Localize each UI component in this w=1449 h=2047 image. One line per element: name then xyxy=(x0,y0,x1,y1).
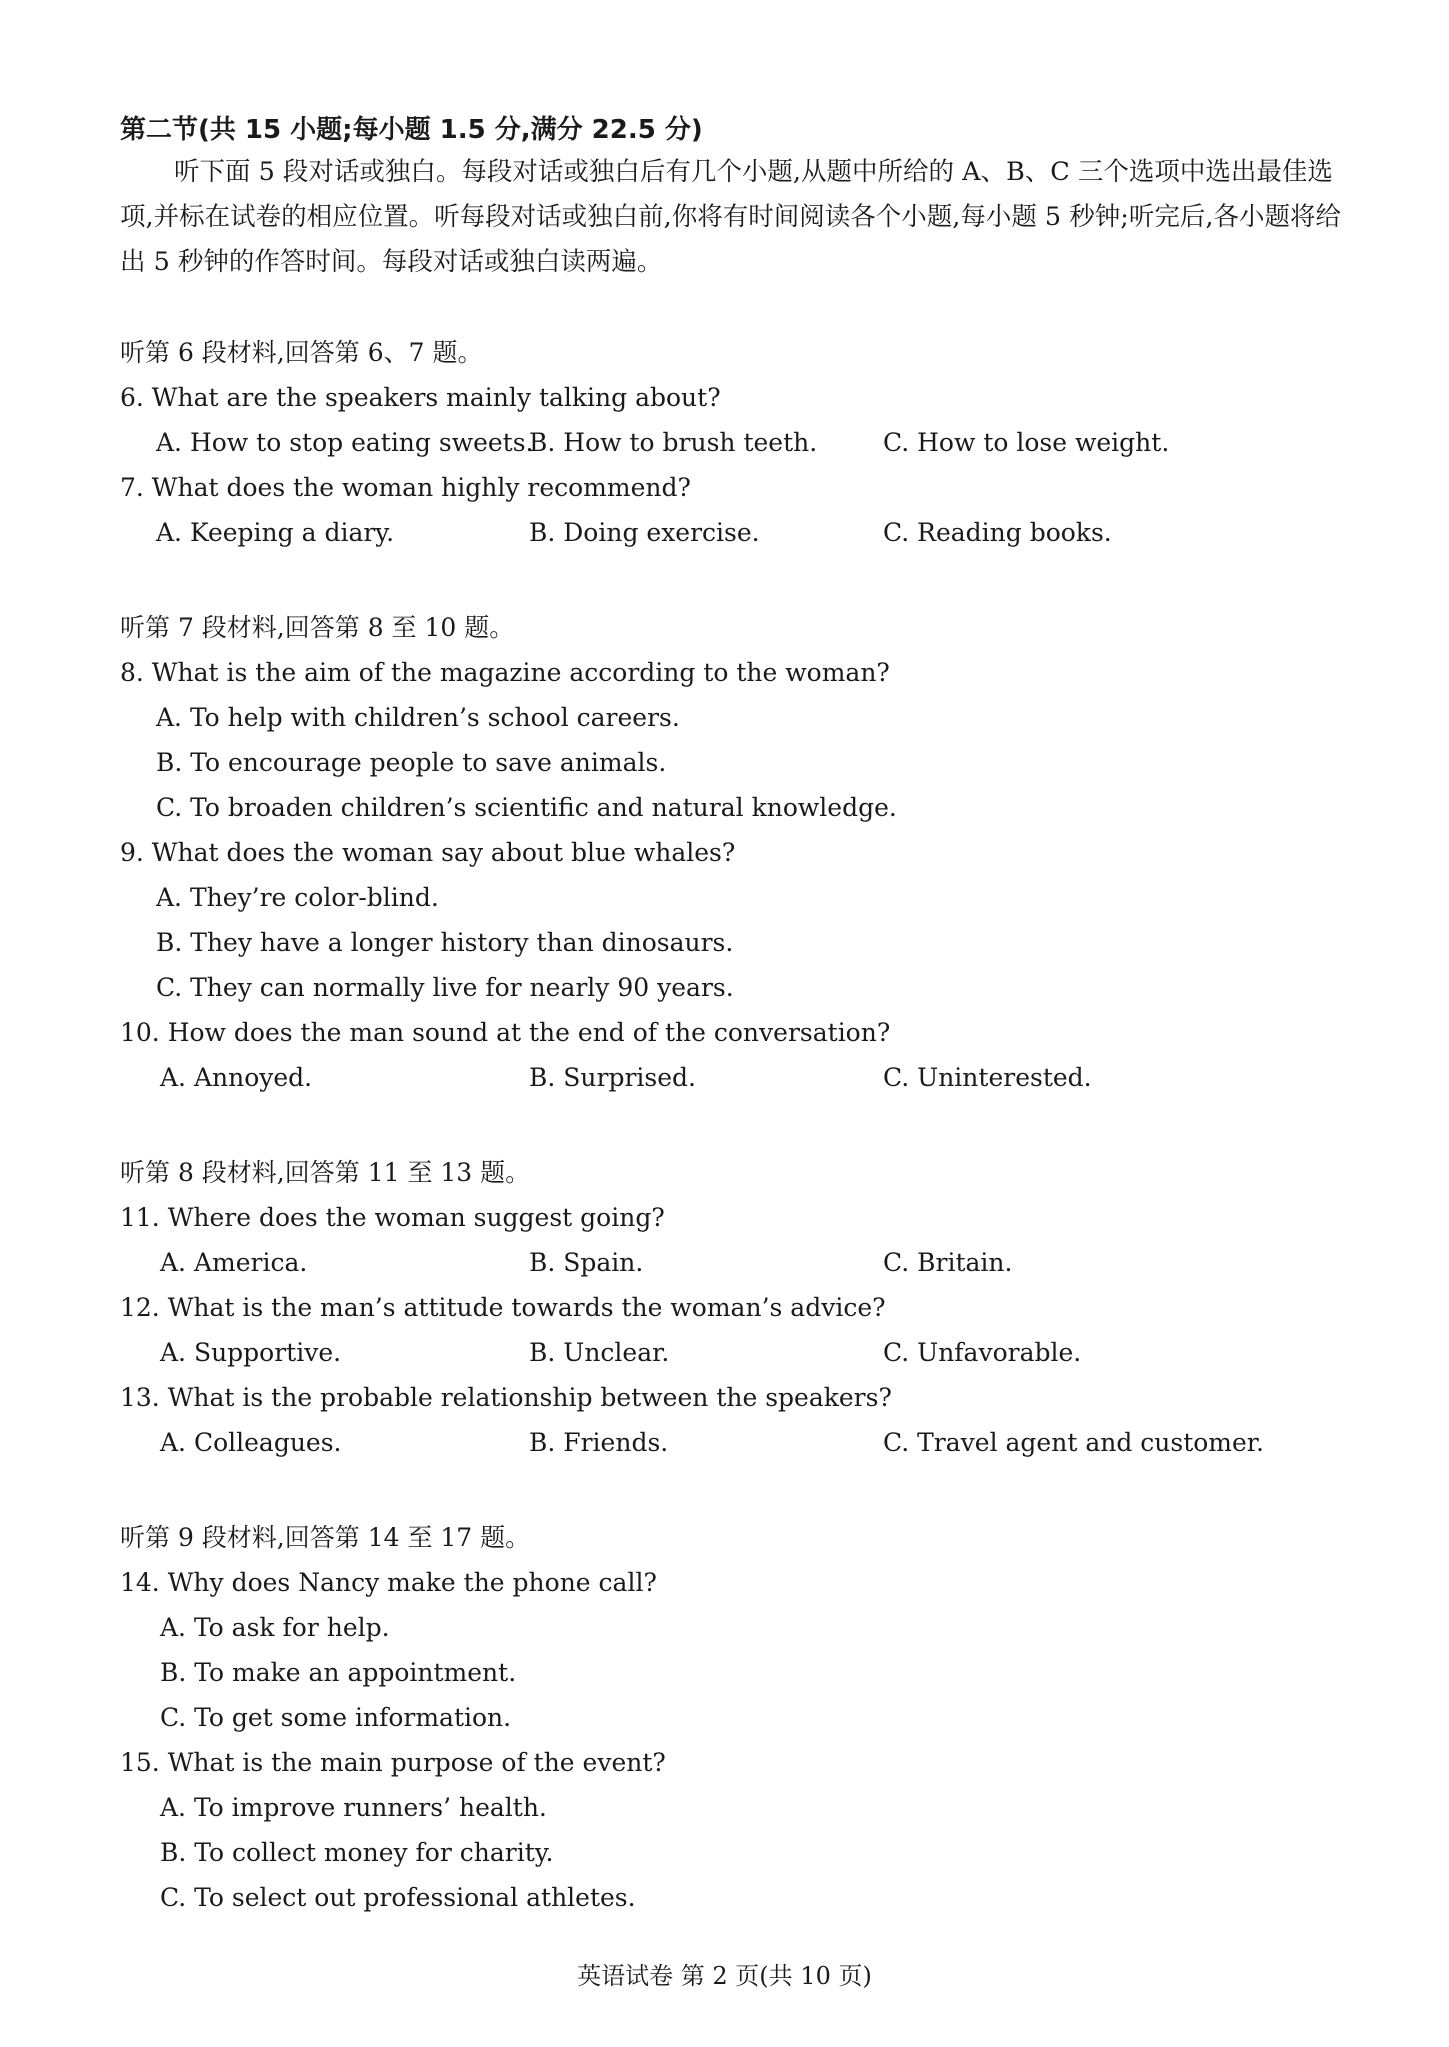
option-b: B. To encourage people to save animals. xyxy=(156,748,667,777)
section-heading: 第二节(共 15 小题;每小题 1.5 分,满分 22.5 分) xyxy=(120,115,703,145)
option-b: B. Spain. xyxy=(529,1248,644,1277)
question-stem: 6. What are the speakers mainly talking about? xyxy=(120,383,721,412)
option-a: A. Supportive. xyxy=(160,1338,342,1367)
option-c: C. Reading books. xyxy=(883,518,1112,547)
option-c: C. To broaden children’s scientific and natural knowledge. xyxy=(156,793,897,822)
question-stem: 10. How does the man sound at the end of the conversation? xyxy=(120,1018,891,1047)
option-c: C. They can normally live for nearly 90 years. xyxy=(156,973,734,1002)
option-a: A. They’re color-blind. xyxy=(156,883,439,912)
option-a: A. Colleagues. xyxy=(160,1428,342,1457)
option-c: C. Britain. xyxy=(883,1248,1013,1277)
option-a: A. How to stop eating sweets. xyxy=(156,428,534,457)
group-intro: 听第 6 段材料,回答第 6、7 题。 xyxy=(120,338,483,367)
question-stem: 13. What is the probable relationship between the speakers? xyxy=(120,1383,892,1412)
option-a: A. America. xyxy=(160,1248,308,1277)
option-b: B. They have a longer history than dinosaurs. xyxy=(156,928,734,957)
option-b: B. How to brush teeth. xyxy=(529,428,818,457)
question-stem: 9. What does the woman say about blue whales? xyxy=(120,838,736,867)
option-b: B. To collect money for charity. xyxy=(160,1838,554,1867)
option-b: B. Unclear. xyxy=(529,1338,670,1367)
option-c: C. Uninterested. xyxy=(883,1063,1092,1092)
question-stem: 12. What is the man’s attitude towards the woman’s advice? xyxy=(120,1293,886,1322)
option-c: C. To select out professional athletes. xyxy=(160,1883,636,1912)
option-c: C. How to lose weight. xyxy=(883,428,1170,457)
option-b: B. Friends. xyxy=(529,1428,669,1457)
page-footer: 英语试卷 第 2 页(共 10 页) xyxy=(577,1962,872,1990)
option-c: C. To get some information. xyxy=(160,1703,512,1732)
option-a: A. Keeping a diary. xyxy=(156,518,395,547)
option-c: C. Unfavorable. xyxy=(883,1338,1082,1367)
section-instructions: 听下面 5 段对话或独白。每段对话或独白后有几个小题,从题中所给的 A、B、C 三个选项中选出最佳选项,并标在试卷的相应位置。听每段对话或独白前,你将有时间阅读各个小题,每小题 5 秒钟;听完后,各小题将给出 5 秒钟的作答时间。每段对话或独白读两遍。 xyxy=(120,157,1341,277)
group-intro: 听第 7 段材料,回答第 8 至 10 题。 xyxy=(120,613,515,642)
option-a: A. To help with children’s school careers. xyxy=(156,703,680,732)
question-stem: 7. What does the woman highly recommend? xyxy=(120,473,691,502)
question-stem: 14. Why does Nancy make the phone call? xyxy=(120,1568,657,1597)
question-stem: 15. What is the main purpose of the event? xyxy=(120,1748,666,1777)
option-b: B. To make an appointment. xyxy=(160,1658,517,1687)
option-b: B. Surprised. xyxy=(529,1063,696,1092)
group-intro: 听第 9 段材料,回答第 14 至 17 题。 xyxy=(120,1523,531,1552)
option-a: A. To ask for help. xyxy=(160,1613,390,1642)
option-c: C. Travel agent and customer. xyxy=(883,1428,1264,1457)
option-b: B. Doing exercise. xyxy=(529,518,760,547)
option-a: A. Annoyed. xyxy=(160,1063,313,1092)
group-intro: 听第 8 段材料,回答第 11 至 13 题。 xyxy=(120,1158,531,1187)
option-a: A. To improve runners’ health. xyxy=(160,1793,547,1822)
question-stem: 8. What is the aim of the magazine according to the woman? xyxy=(120,658,890,687)
question-stem: 11. Where does the woman suggest going? xyxy=(120,1203,665,1232)
